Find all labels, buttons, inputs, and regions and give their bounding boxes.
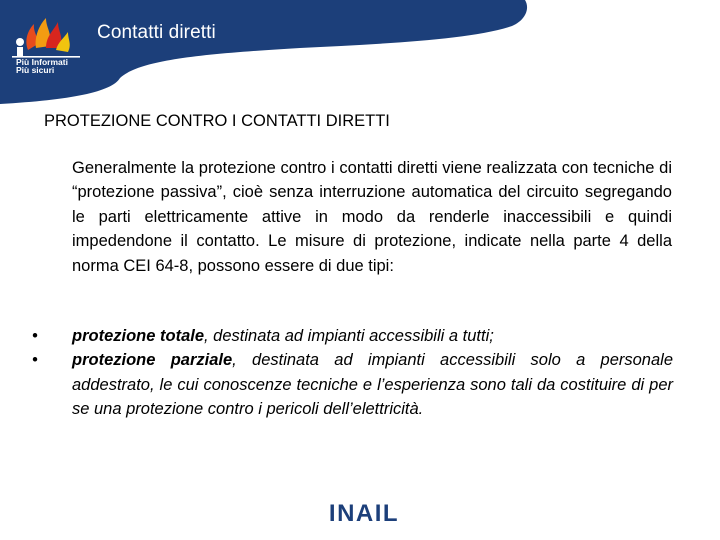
list-item (29, 348, 673, 421)
intro-paragraph: Generalmente la protezione contro i contatti diretti viene realizzata con tecniche di “protezione passiva”, cioè senza interruzione automatica del circuito segregando le parti elettricamente attive in modo da renderle inaccessibili e quindi impedendone il contatto. Le misure di protezione, indicate nella parte 4 della norma CEI 64-8, possono essere di due tipi: (72, 159, 672, 275)
bullet-text: , destinata ad impianti accessibili a tutti; (204, 327, 494, 345)
protection-types-list (29, 324, 673, 422)
bullet-text: , destinata ad impianti accessibili solo a personale addestrato, le cui conoscenze tecniche e l’esperienza sono tali da costituire di per se una protezione contro i pericoli dell’elettricità. (72, 351, 673, 419)
list-item (29, 324, 673, 348)
piu-informati-piu-sicuri-logo-icon (6, 2, 82, 76)
bullet-marker: • (32, 351, 38, 370)
bullet-marker: • (32, 327, 38, 345)
logo-line1: Più Informati (16, 57, 68, 67)
inail-logo-text: INAIL (328, 500, 400, 526)
header-band (0, 0, 720, 110)
section-heading: PROTEZIONE CONTRO I CONTATTI DIRETTI (44, 112, 390, 130)
page-title: Contatti diretti (97, 22, 216, 43)
bullet-term: protezione totale (72, 327, 205, 345)
bullet-term: protezione parziale (72, 351, 233, 370)
logo-line2: Più sicuri (16, 65, 55, 75)
inail-logo-icon (316, 498, 412, 526)
